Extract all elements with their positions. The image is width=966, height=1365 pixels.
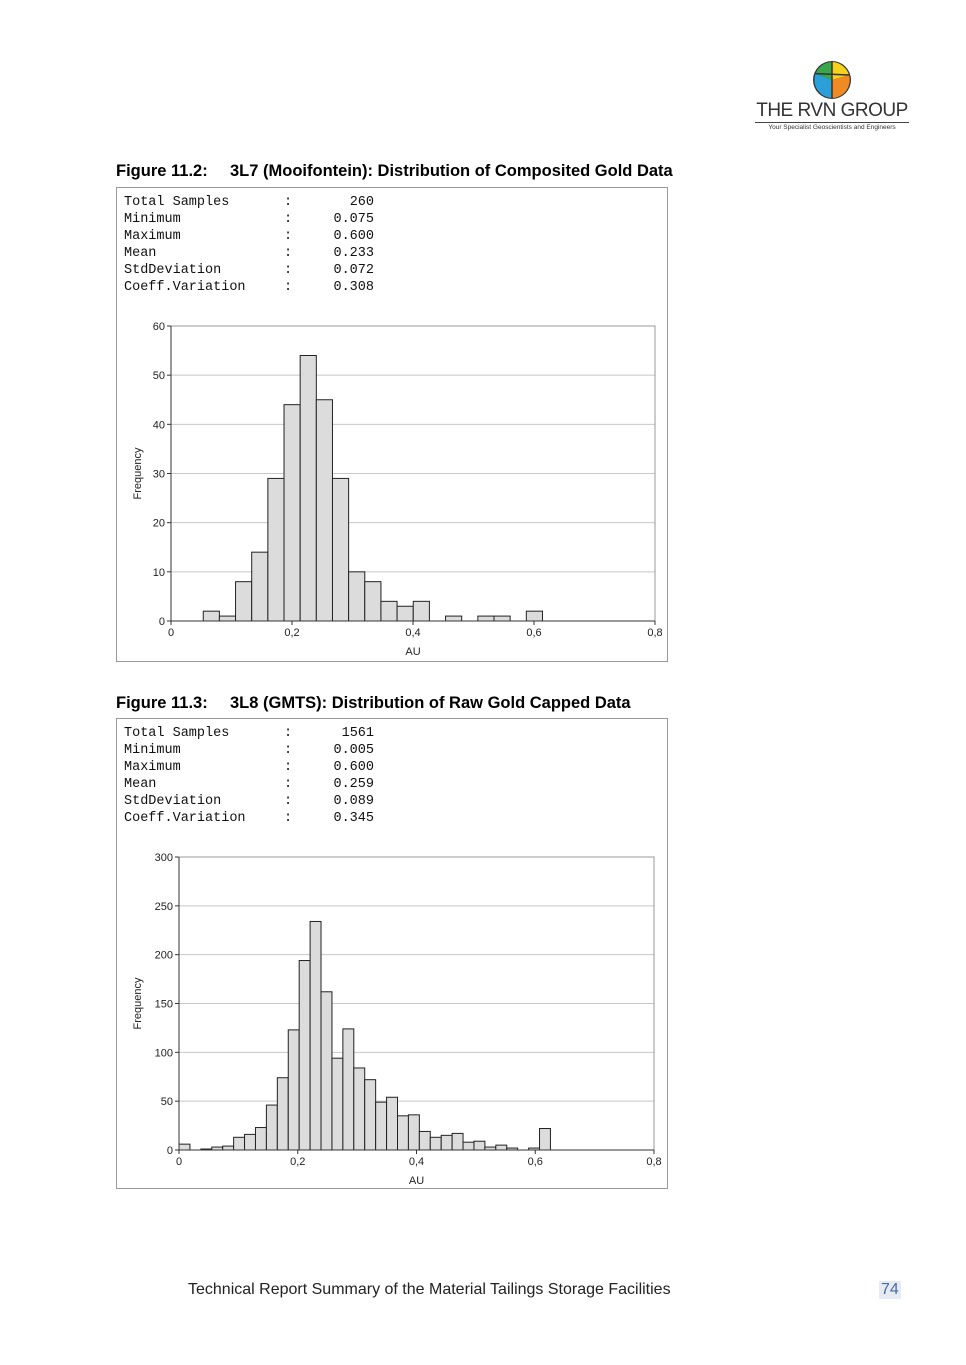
x-tick-label: 0,2 xyxy=(290,1156,306,1168)
x-tick-label: 0,2 xyxy=(284,627,300,639)
figure-1-histogram xyxy=(117,188,667,661)
x-tick-label: 0 xyxy=(175,1156,183,1168)
histogram-bar xyxy=(332,1058,343,1150)
stat-label: Coeff.Variation xyxy=(124,280,246,295)
histogram-bar xyxy=(376,1102,387,1150)
histogram-bar xyxy=(332,478,348,621)
histogram-bar xyxy=(299,961,310,1150)
histogram-bar xyxy=(441,1135,452,1150)
page-number: 74 xyxy=(881,1281,899,1298)
figure-2-caption xyxy=(116,694,631,713)
histogram-bar xyxy=(321,992,332,1150)
stat-label: Mean xyxy=(124,777,157,792)
stat-colon: : xyxy=(284,726,293,741)
company-logo xyxy=(752,58,912,134)
histogram-bar xyxy=(365,582,381,621)
histogram-bar xyxy=(300,356,316,622)
histogram-bar xyxy=(288,1030,299,1150)
histogram-bar xyxy=(310,921,321,1150)
y-tick-label: 100 xyxy=(154,1047,173,1060)
stat-label: Maximum xyxy=(124,229,181,244)
histogram-bar xyxy=(266,1105,277,1150)
stat-colon: : xyxy=(284,760,293,775)
y-axis-label: Frequency xyxy=(132,977,144,1030)
histogram-bar xyxy=(343,1029,354,1150)
figure-1-panel xyxy=(116,187,668,662)
y-tick-label: 10 xyxy=(152,566,165,579)
figure-1-caption xyxy=(116,162,673,181)
histogram-bar xyxy=(463,1142,474,1150)
y-tick-label: 60 xyxy=(152,321,165,333)
histogram-bar xyxy=(387,1097,398,1150)
x-axis-label: AU xyxy=(408,1175,425,1187)
stat-label: Total Samples xyxy=(124,726,230,741)
histogram-bar xyxy=(397,606,413,621)
histogram-bar xyxy=(255,1128,266,1150)
stat-label: Maximum xyxy=(124,760,181,775)
stat-colon: : xyxy=(284,743,293,758)
histogram-bar xyxy=(398,1116,409,1150)
histogram-bar xyxy=(316,400,332,621)
stat-label: Minimum xyxy=(124,743,181,758)
histogram-bar xyxy=(494,616,510,621)
y-tick-label: 20 xyxy=(152,517,165,530)
x-tick-label: 0,8 xyxy=(647,627,663,639)
stat-colon: : xyxy=(284,263,293,278)
stat-value: 0.089 xyxy=(333,794,374,809)
y-tick-label: 300 xyxy=(154,852,173,864)
histogram-bar xyxy=(474,1141,485,1150)
x-tick-label: 0,6 xyxy=(527,1156,543,1168)
figure-2-panel xyxy=(116,718,668,1189)
logo-circle-icon xyxy=(812,60,852,100)
x-tick-label: 0,4 xyxy=(405,627,421,639)
figure-2-histogram xyxy=(117,719,667,1188)
y-axis-label: Frequency xyxy=(132,447,144,500)
stat-value: 260 xyxy=(349,195,374,210)
stat-value: 0.345 xyxy=(333,811,374,826)
histogram-bar xyxy=(540,1129,551,1150)
x-tick-label: 0 xyxy=(167,627,175,639)
x-tick-label: 0,6 xyxy=(526,627,542,639)
stat-colon: : xyxy=(284,280,293,295)
stat-colon: : xyxy=(284,195,293,210)
histogram-bar xyxy=(219,616,235,621)
x-tick-label: 0,4 xyxy=(408,1156,425,1168)
histogram-bar xyxy=(446,616,462,621)
x-axis-label: AU xyxy=(405,646,421,658)
stat-colon: : xyxy=(284,212,293,227)
stat-value: 0.308 xyxy=(333,280,374,295)
y-tick-label: 200 xyxy=(154,949,173,962)
stat-value: 0.600 xyxy=(333,760,374,775)
histogram-bar xyxy=(234,1137,245,1150)
y-tick-label: 250 xyxy=(154,900,173,913)
stat-label: Minimum xyxy=(124,212,181,227)
histogram-bar xyxy=(252,552,268,621)
y-tick-label: 40 xyxy=(152,419,165,432)
stat-value: 0.075 xyxy=(333,212,374,227)
histogram-bar xyxy=(408,1115,419,1150)
y-tick-label: 50 xyxy=(160,1096,173,1109)
footer-text: Technical Report Summary of the Material Tailings Storage Facilities xyxy=(188,1281,671,1298)
stat-label: Total Samples xyxy=(124,195,230,210)
stat-label: StdDeviation xyxy=(124,263,222,278)
histogram-bar xyxy=(245,1134,256,1150)
y-tick-label: 30 xyxy=(152,468,165,481)
y-tick-label: 150 xyxy=(154,998,173,1011)
logo-wordmark: THE RVN GROUP xyxy=(756,100,908,121)
histogram-bar xyxy=(526,611,542,621)
histogram-bar xyxy=(478,616,494,621)
stat-value: 1561 xyxy=(341,726,374,741)
stat-value: 0.005 xyxy=(333,743,374,758)
figure-1-number: Figure 11.2: xyxy=(116,162,208,180)
logo-tagline: Your Specialist Geoscientists and Engineers xyxy=(768,124,896,131)
histogram-bar xyxy=(236,582,252,621)
histogram-bar xyxy=(284,405,300,621)
y-tick-label: 0 xyxy=(166,1145,173,1157)
histogram-bar xyxy=(268,478,284,621)
histogram-bar xyxy=(223,1146,234,1150)
histogram-bar xyxy=(381,601,397,621)
histogram-bar xyxy=(349,572,365,621)
stat-label: Coeff.Variation xyxy=(124,811,246,826)
histogram-bar xyxy=(413,601,429,621)
stat-value: 0.259 xyxy=(333,777,374,792)
stat-label: Mean xyxy=(124,246,157,261)
stat-label: StdDeviation xyxy=(124,794,222,809)
stat-colon: : xyxy=(284,229,293,244)
x-tick-label: 0,8 xyxy=(646,1156,662,1168)
histogram-bar xyxy=(430,1137,441,1150)
stat-colon: : xyxy=(284,811,293,826)
stat-value: 0.600 xyxy=(333,229,374,244)
stat-colon: : xyxy=(284,794,293,809)
histogram-bar xyxy=(354,1068,365,1150)
histogram-bar xyxy=(419,1131,430,1150)
histogram-bar xyxy=(203,611,219,621)
figure-2-title: 3L8 (GMTS): Distribution of Raw Gold Capped Data xyxy=(230,694,631,712)
logo-underline xyxy=(755,122,909,123)
histogram-bar xyxy=(452,1133,463,1150)
stat-colon: : xyxy=(284,777,293,792)
stat-value: 0.072 xyxy=(333,263,374,278)
histogram-bar xyxy=(277,1078,288,1150)
y-tick-label: 50 xyxy=(152,370,165,383)
histogram-bar xyxy=(496,1145,507,1150)
y-tick-label: 0 xyxy=(158,616,165,628)
figure-2-number: Figure 11.3: xyxy=(116,694,208,712)
stat-colon: : xyxy=(284,246,293,261)
histogram-bar xyxy=(179,1144,190,1150)
figure-1-title: 3L7 (Mooifontein): Distribution of Composited Gold Data xyxy=(230,162,673,180)
histogram-bar xyxy=(365,1080,376,1150)
stat-value: 0.233 xyxy=(333,246,374,261)
